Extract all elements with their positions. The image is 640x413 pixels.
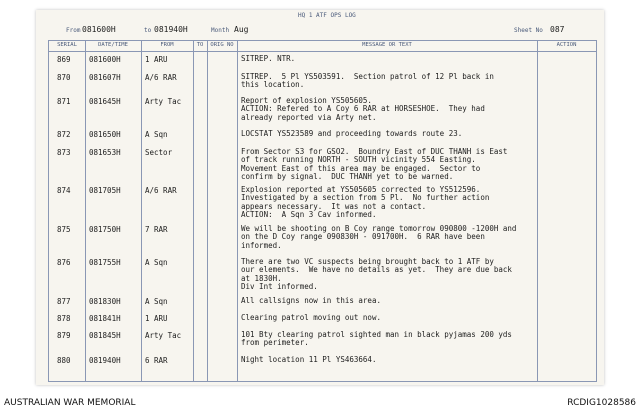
from-cell: Sector	[145, 148, 173, 157]
col-to: TO	[196, 42, 204, 48]
serial-cell: 871	[57, 97, 71, 106]
from-cell: 6 RAR	[145, 356, 168, 365]
col-serial: SERIAL	[57, 42, 77, 48]
datetime-cell: 081705H	[89, 186, 121, 195]
month-label: Month	[211, 27, 230, 34]
message-cell: SITREP. 5 Pl YS503591. Section patrol of 12 Pl back in this location.	[241, 72, 494, 90]
serial-cell: 878	[57, 314, 71, 323]
sheet-number-value: 087	[550, 25, 565, 34]
from-cell: 7 RAR	[145, 225, 168, 234]
message-cell: Explosion reported at YS505605 corrected to YS512596. Investigated by a section from 5 Pl. No further action appears necessary. It was not a contact. ACTION: A Sqn 3 Cav informed.	[241, 185, 490, 220]
from-cell: Arty Tac	[145, 331, 182, 340]
sheet-title: HQ 1 ATF OPS LOG	[298, 12, 356, 19]
message-cell: 101 Bty clearing patrol sighted man in black pyjamas 200 yds from perimeter.	[241, 330, 512, 348]
serial-cell: 879	[57, 331, 71, 340]
message-cell: Night location 11 Pl YS463664.	[241, 355, 377, 364]
log-sheet	[36, 10, 604, 385]
footer-archive-name: AUSTRALIAN WAR MEMORIAL	[4, 398, 136, 408]
from-cell: 1 ARU	[145, 314, 168, 323]
serial-cell: 872	[57, 130, 71, 139]
month-value: Aug	[234, 25, 249, 34]
serial-cell: 875	[57, 225, 71, 234]
log-table	[48, 40, 597, 382]
from-cell: Arty Tac	[145, 97, 182, 106]
from-cell: A/6 RAR	[145, 186, 177, 195]
to-value: 081940H	[154, 25, 188, 34]
footer-record-id: RCDIG1028586	[567, 398, 636, 408]
message-cell: Clearing patrol moving out now.	[241, 313, 381, 322]
from-cell: A Sqn	[145, 297, 168, 306]
serial-cell: 873	[57, 148, 71, 157]
message-cell: Report of explosion YS505605. ACTION: Refered to A Coy 6 RAR at HORSESHOE. They had already reported via Arty net.	[241, 96, 485, 122]
from-value: 081600H	[82, 25, 116, 34]
from-cell: A Sqn	[145, 130, 168, 139]
col-from: FROM	[160, 42, 174, 48]
message-cell: From Sector S3 for GSO2. Boundry East of DUC THANH is East of track running NORTH - SOUTH vicinity 554 Easting. Movement East of this area may be engaged. Sector to confirm by signal. DUC THANH yet to be warned.	[241, 147, 508, 182]
datetime-cell: 081750H	[89, 225, 121, 234]
from-cell: A Sqn	[145, 258, 168, 267]
col-datetime: DATE/TIME	[98, 42, 128, 48]
datetime-cell: 081600H	[89, 55, 121, 64]
datetime-cell: 081830H	[89, 297, 121, 306]
datetime-cell: 081841H	[89, 314, 121, 323]
message-cell: There are two VC suspects being brought back to 1 ATF by our elements. We have no details as yet. They are due back at 1830H. Div Int informed.	[241, 257, 512, 292]
serial-cell: 869	[57, 55, 71, 64]
datetime-cell: 081845H	[89, 331, 121, 340]
serial-cell: 877	[57, 297, 71, 306]
message-cell: We will be shooting on B Coy range tomorrow 090800 -1200H and on the D Coy range 090830H - 091700H. 6 RAR have been informed.	[241, 224, 517, 250]
from-cell: A/6 RAR	[145, 73, 177, 82]
col-action: ACTION	[556, 42, 577, 48]
serial-cell: 876	[57, 258, 71, 267]
sheet-number-label: Sheet No	[514, 27, 543, 34]
from-label: From	[66, 27, 81, 34]
message-cell: LOCSTAT YS523589 and proceeding towards route 23.	[241, 129, 463, 138]
col-message: MESSAGE OR TEXT	[362, 42, 412, 48]
to-label: to	[144, 27, 152, 34]
message-cell: All callsigns now in this area.	[241, 296, 381, 305]
from-cell: 1 ARU	[145, 55, 168, 64]
message-cell: SITREP. NTR.	[241, 54, 296, 63]
datetime-cell: 081645H	[89, 97, 121, 106]
datetime-cell: 081607H	[89, 73, 121, 82]
datetime-cell: 081653H	[89, 148, 121, 157]
table-header	[49, 41, 596, 52]
col-orig-no: ORIG NO	[210, 42, 234, 48]
serial-cell: 880	[57, 356, 71, 365]
datetime-cell: 081650H	[89, 130, 121, 139]
serial-cell: 874	[57, 186, 71, 195]
serial-cell: 870	[57, 73, 71, 82]
datetime-cell: 081755H	[89, 258, 121, 267]
datetime-cell: 081940H	[89, 356, 121, 365]
